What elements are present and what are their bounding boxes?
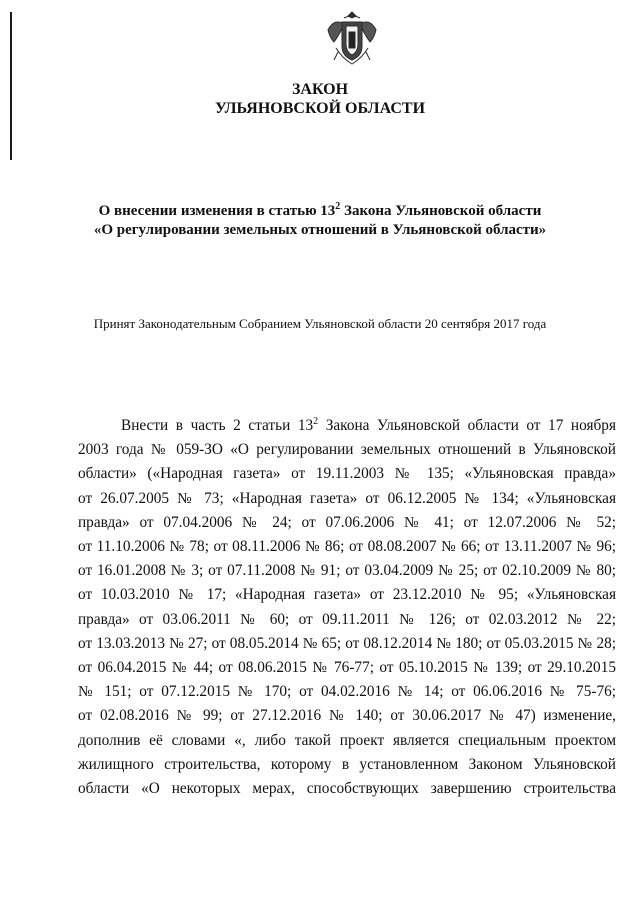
body-line: от 10.03.2010 № 17; «Народная газета» от 23.12.2010 № 95; «Ульяновская bbox=[78, 586, 616, 604]
body-line: от 06.04.2015 № 44; от 08.06.2015 № 76-77; от 05.10.2015 № 139; от 29.10.2015 bbox=[78, 659, 616, 677]
subject-line-1 bbox=[0, 202, 640, 221]
coat-of-arms-icon bbox=[322, 8, 382, 68]
body-line: правда» от 03.06.2011 № 60; от 09.11.2011 № 126; от 02.03.2012 № 22; bbox=[78, 610, 616, 628]
body-line: области» («Народная газета» от 19.11.2003 № 135; «Ульяновская правда» bbox=[78, 465, 616, 483]
body-line: от 11.10.2006 № 78; от 08.11.2006 № 86; от 08.08.2007 № 66; от 13.11.2007 № 96; bbox=[78, 538, 616, 556]
subject-line-1-post: Закона Ульяновской области bbox=[340, 203, 542, 219]
heading-line-1: ЗАКОН bbox=[291, 81, 349, 98]
body-line: 2003 года № 059-ЗО «О регулировании земельных отношений в Ульяновской bbox=[78, 441, 616, 459]
body-line: от 13.03.2013 № 27; от 08.05.2014 № 65; от 08.12.2014 № 180; от 05.03.2015 № 28; bbox=[78, 634, 616, 652]
body-line: правда» от 07.04.2006 № 24; от 07.06.2006 № 41; от 12.07.2006 № 52; bbox=[78, 513, 616, 531]
body-superscript: 2 bbox=[313, 416, 319, 427]
body-line: № 151; от 07.12.2015 № 170; от 04.02.2016 № 14; от 06.06.2016 № 75-76; bbox=[78, 683, 616, 701]
law-subject bbox=[0, 202, 640, 240]
body-first-post: Закона Ульяновской области от 17 ноября bbox=[318, 417, 616, 434]
body-line-first bbox=[78, 414, 616, 438]
body-line: дополнив её словами «, либо такой проект является специальным проектом bbox=[78, 731, 616, 749]
subject-superscript: 2 bbox=[335, 201, 341, 212]
body-line: области «О некоторых мерах, способствующих завершению строительства bbox=[78, 780, 616, 798]
adoption-note: Принят Законодательным Собранием Ульяновской области 20 сентября 2017 года bbox=[93, 316, 547, 331]
body-first-pre: Внести в часть 2 статьи 13 bbox=[121, 417, 314, 434]
subject-line-1-pre: О внесении изменения в статью 13 bbox=[98, 203, 336, 219]
law-body bbox=[78, 414, 616, 801]
body-line: от 26.07.2005 № 73; «Народная газета» от 06.12.2005 № 134; «Ульяновская bbox=[78, 489, 616, 507]
body-line: жилищного строительства, которому в установленном Законом Ульяновской bbox=[78, 755, 616, 773]
subject-line-2: «О регулировании земельных отношений в Ульяновской области» bbox=[93, 222, 547, 238]
law-heading bbox=[0, 80, 640, 118]
body-line: от 02.08.2016 № 99; от 27.12.2016 № 140; от 30.06.2017 № 47) изменение, bbox=[78, 707, 616, 725]
heading-line-2: УЛЬЯНОВСКОЙ ОБЛАСТИ bbox=[214, 100, 426, 117]
body-line: от 16.01.2008 № 3; от 07.11.2008 № 91; от 03.04.2009 № 25; от 02.10.2009 № 80; bbox=[78, 562, 616, 580]
